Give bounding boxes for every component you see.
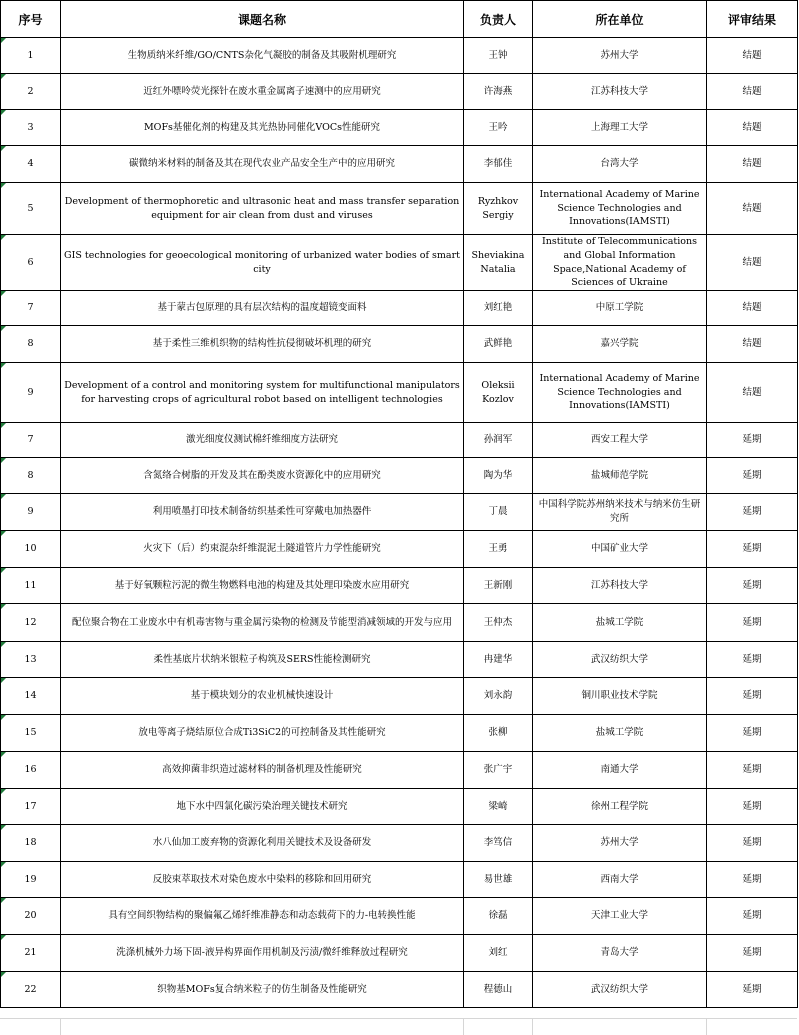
cell-unit: International Academy of Marine Science Technologies and Innovations(IAMSTI): [533, 363, 707, 423]
cell-unit: 南通大学: [533, 752, 707, 789]
cell-title: 洗涤机械外力场下固-液异构界面作用机制及污渍/微纤维释放过程研究: [61, 935, 464, 972]
cell-leader: 刘红: [464, 935, 533, 972]
cell-unit: Institute of Telecommunications and Global Information Space,National Academy of Sciences of Ukraine: [533, 235, 707, 291]
cell-result: 结题: [707, 146, 798, 183]
table-row: [1, 825, 798, 862]
cell-title: 火灾下（后）约束混杂纤维混泥土隧道管片力学性能研究: [61, 531, 464, 568]
cell-leader: 徐磊: [464, 898, 533, 935]
cell-unit: 中国科学院苏州纳米技术与纳米仿生研究所: [533, 494, 707, 531]
cell-leader: 王吟: [464, 110, 533, 146]
table-row: [1, 678, 798, 715]
cell-title: 利用喷墨打印技术制备纺织基柔性可穿戴电加热器件: [61, 494, 464, 531]
header-seq: 序号: [1, 1, 61, 38]
cell-unit: 天津工业大学: [533, 898, 707, 935]
cell-result: 延期: [707, 678, 798, 715]
cell-seq: 17: [1, 789, 61, 825]
cell-title: GIS technologies for geoecological monitoring of urbanized water bodies of smart city: [61, 235, 464, 291]
cell-unit: 台湾大学: [533, 146, 707, 183]
cell-unit: International Academy of Marine Science Technologies and Innovations(IAMSTI): [533, 183, 707, 235]
cell-title: 织物基MOFs复合纳米粒子的仿生制备及性能研究: [61, 972, 464, 1008]
table-row: [1, 363, 798, 423]
table-row: [1, 898, 798, 935]
cell-title: 基于柔性三维机织物的结构性抗侵彻破坏机理的研究: [61, 326, 464, 363]
cell-seq: 18: [1, 825, 61, 862]
cell-leader: Oleksii Kozlov: [464, 363, 533, 423]
cell-leader: 孙润军: [464, 423, 533, 458]
cell-title: 基于蒙古包原理的具有层次结构的温度超镜变面料: [61, 291, 464, 326]
cell-leader: 张柳: [464, 715, 533, 752]
cell-unit: 西南大学: [533, 862, 707, 898]
cell-result: 延期: [707, 715, 798, 752]
cell-leader: 王新刚: [464, 568, 533, 604]
cell-leader: Sheviakina Natalia: [464, 235, 533, 291]
cell-seq: 15: [1, 715, 61, 752]
table-row: [1, 568, 798, 604]
cell-seq: 8: [1, 458, 61, 494]
table-row: [1, 642, 798, 678]
cell-seq: 3: [1, 110, 61, 146]
table-row: [1, 146, 798, 183]
table-row: [1, 38, 798, 74]
cell-result: 延期: [707, 531, 798, 568]
cell-title: 近红外嘌呤荧光探针在废水重金属离子速测中的应用研究: [61, 74, 464, 110]
cell-unit: 西安工程大学: [533, 423, 707, 458]
cell-seq: 16: [1, 752, 61, 789]
cell-seq: 2: [1, 74, 61, 110]
table-row: [1, 458, 798, 494]
cell-unit: 上海理工大学: [533, 110, 707, 146]
cell-leader: 梁崎: [464, 789, 533, 825]
cell-seq: 14: [1, 678, 61, 715]
cell-unit: 盐城工学院: [533, 604, 707, 642]
table-row: [1, 715, 798, 752]
cell-unit: 武汉纺织大学: [533, 642, 707, 678]
cell-seq: 4: [1, 146, 61, 183]
cell-leader: 许海燕: [464, 74, 533, 110]
cell-title: MOFs基催化剂的构建及其光热协同催化VOCs性能研究: [61, 110, 464, 146]
cell-leader: 王仲杰: [464, 604, 533, 642]
cell-unit: 中原工学院: [533, 291, 707, 326]
table-row: [1, 235, 798, 291]
cell-seq: 21: [1, 935, 61, 972]
cell-unit: 盐城师范学院: [533, 458, 707, 494]
cell-seq: 9: [1, 494, 61, 531]
cell-seq: 11: [1, 568, 61, 604]
cell-leader: 李郁佳: [464, 146, 533, 183]
header-title: 课题名称: [61, 1, 464, 38]
cell-title: 地下水中四氯化碳污染治理关键技术研究: [61, 789, 464, 825]
cell-result: 结题: [707, 291, 798, 326]
cell-leader: 丁晨: [464, 494, 533, 531]
cell-seq: 13: [1, 642, 61, 678]
cell-seq: 22: [1, 972, 61, 1008]
table-row: [1, 110, 798, 146]
cell-result: 延期: [707, 972, 798, 1008]
cell-result: 延期: [707, 752, 798, 789]
table-row: [1, 935, 798, 972]
cell-seq: 5: [1, 183, 61, 235]
cell-result: 结题: [707, 38, 798, 74]
cell-leader: 王勇: [464, 531, 533, 568]
cell-result: 延期: [707, 789, 798, 825]
cell-result: 延期: [707, 825, 798, 862]
cell-title: 配位聚合物在工业废水中有机毒害物与重金属污染物的检测及节能型消减领域的开发与应用: [61, 604, 464, 642]
table-row: [1, 604, 798, 642]
cell-leader: 易世雄: [464, 862, 533, 898]
table-row: [1, 423, 798, 458]
cell-unit: 青岛大学: [533, 935, 707, 972]
cell-leader: 刘永韵: [464, 678, 533, 715]
cell-result: 延期: [707, 423, 798, 458]
cell-leader: 刘红艳: [464, 291, 533, 326]
cell-title: 具有空间织物结构的聚偏氟乙烯纤维准静态和动态载荷下的力-电转换性能: [61, 898, 464, 935]
cell-title: 基于模块划分的农业机械快速设计: [61, 678, 464, 715]
cell-seq: 1: [1, 38, 61, 74]
table-row: [1, 291, 798, 326]
cell-title: Development of thermophoretic and ultrasonic heat and mass transfer separation equipment for air clean from dust and viruses: [61, 183, 464, 235]
cell-result: 结题: [707, 326, 798, 363]
cell-seq: 7: [1, 291, 61, 326]
table-row: [1, 326, 798, 363]
cell-leader: 陶为华: [464, 458, 533, 494]
cell-leader: 李笃信: [464, 825, 533, 862]
cell-result: 延期: [707, 862, 798, 898]
cell-title: 生物质纳米纤维/GO/CNTS杂化气凝胶的制备及其吸附机理研究: [61, 38, 464, 74]
cell-seq: 19: [1, 862, 61, 898]
cell-seq: 6: [1, 235, 61, 291]
cell-leader: 张广宇: [464, 752, 533, 789]
table-row: [1, 183, 798, 235]
cell-result: 延期: [707, 935, 798, 972]
cell-title: 碳微纳米材料的制备及其在现代农业产品安全生产中的应用研究: [61, 146, 464, 183]
cell-unit: 江苏科技大学: [533, 74, 707, 110]
table-row: [1, 494, 798, 531]
cell-result: 结题: [707, 183, 798, 235]
header-result: 评审结果: [707, 1, 798, 38]
cell-result: 延期: [707, 898, 798, 935]
cell-result: 延期: [707, 642, 798, 678]
table-row: [1, 972, 798, 1008]
cell-result: 结题: [707, 235, 798, 291]
cell-unit: 苏州大学: [533, 38, 707, 74]
cell-title: 激光细度仪测试棉纤维细度方法研究: [61, 423, 464, 458]
cell-unit: 盐城工学院: [533, 715, 707, 752]
cell-title: 放电等离子烧结原位合成Ti3SiC2的可控制备及其性能研究: [61, 715, 464, 752]
table-row: [1, 862, 798, 898]
cell-title: Development of a control and monitoring system for multifunctional manipulators for harvesting crops of agricultural robot based on intelligent technologies: [61, 363, 464, 423]
cell-result: 延期: [707, 604, 798, 642]
table-row: [1, 789, 798, 825]
cell-result: 结题: [707, 363, 798, 423]
cell-result: 延期: [707, 494, 798, 531]
cell-title: 高效抑菌非织造过滤材料的制备机理及性能研究: [61, 752, 464, 789]
cell-unit: 嘉兴学院: [533, 326, 707, 363]
cell-seq: 10: [1, 531, 61, 568]
cell-seq: 9: [1, 363, 61, 423]
table-row: [1, 74, 798, 110]
empty-sheet-row: [0, 1018, 797, 1035]
cell-seq: 20: [1, 898, 61, 935]
cell-result: 结题: [707, 110, 798, 146]
cell-result: 延期: [707, 458, 798, 494]
cell-unit: 江苏科技大学: [533, 568, 707, 604]
cell-seq: 7: [1, 423, 61, 458]
cell-unit: 徐州工程学院: [533, 789, 707, 825]
cell-unit: 铜川职业技术学院: [533, 678, 707, 715]
table-body: [1, 38, 798, 1008]
cell-unit: 苏州大学: [533, 825, 707, 862]
cell-unit: 中国矿业大学: [533, 531, 707, 568]
cell-title: 基于好氧颗粒污泥的微生物燃料电池的构建及其处理印染废水应用研究: [61, 568, 464, 604]
cell-title: 水八仙加工废弃物的资源化利用关键技术及设备研发: [61, 825, 464, 862]
cell-title: 柔性基底片状纳米银粒子构筑及SERS性能检测研究: [61, 642, 464, 678]
cell-title: 反胶束萃取技术对染色废水中染料的移除和回用研究: [61, 862, 464, 898]
cell-leader: Ryzhkov Sergiy: [464, 183, 533, 235]
cell-seq: 8: [1, 326, 61, 363]
header-leader: 负责人: [464, 1, 533, 38]
cell-result: 延期: [707, 568, 798, 604]
cell-leader: 程德山: [464, 972, 533, 1008]
cell-unit: 武汉纺织大学: [533, 972, 707, 1008]
header-row: [1, 1, 798, 38]
cell-result: 结题: [707, 74, 798, 110]
cell-leader: 武鲜艳: [464, 326, 533, 363]
cell-seq: 12: [1, 604, 61, 642]
cell-leader: 冉建华: [464, 642, 533, 678]
cell-title: 含氮络合树脂的开发及其在酚类废水资源化中的应用研究: [61, 458, 464, 494]
cell-leader: 王钟: [464, 38, 533, 74]
header-unit: 所在单位: [533, 1, 707, 38]
table-row: [1, 531, 798, 568]
table-row: [1, 752, 798, 789]
